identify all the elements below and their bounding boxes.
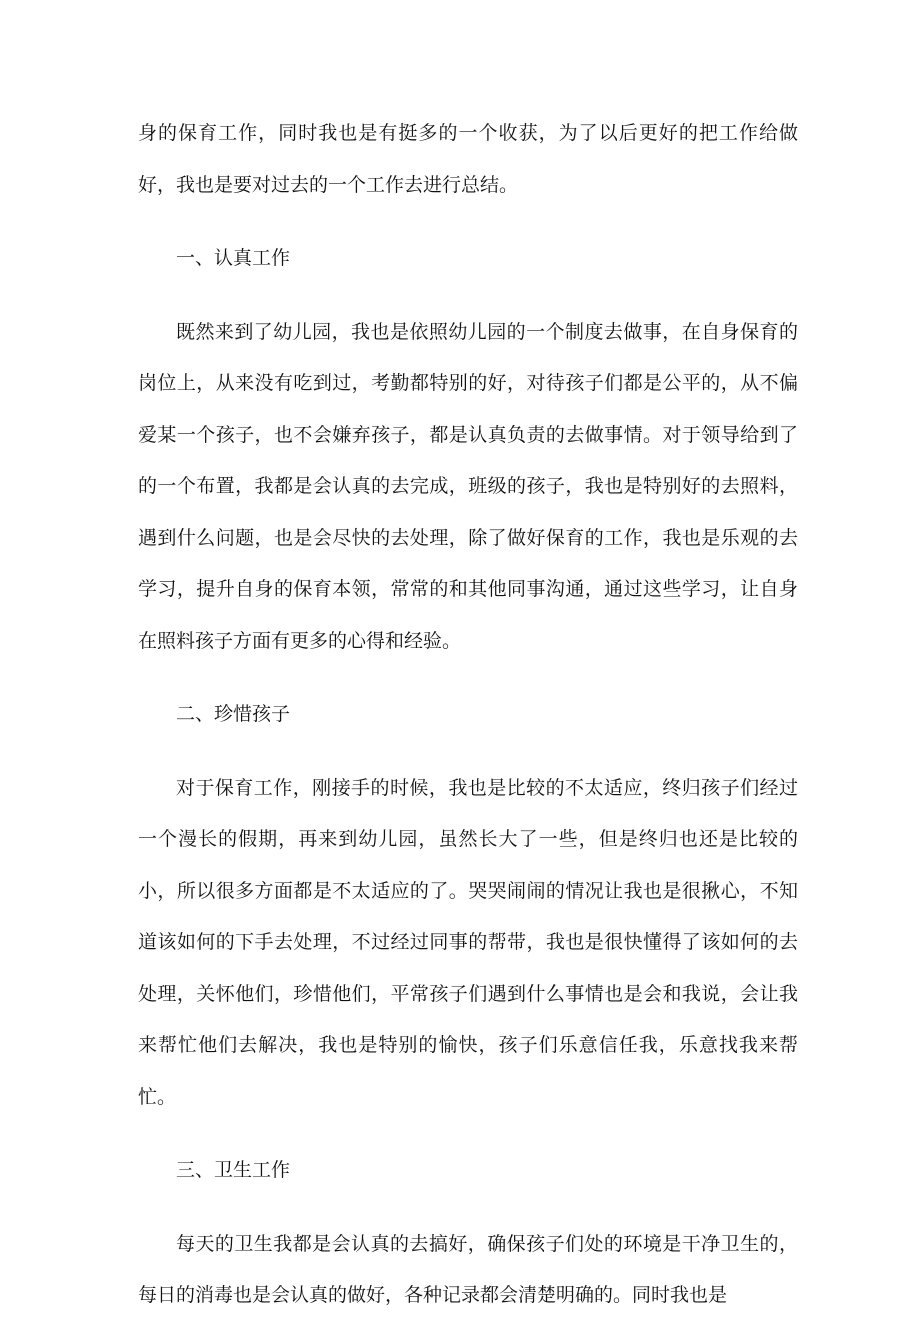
paragraph-section-2: 对于保育工作，刚接手的时候，我也是比较的不太适应，终归孩子们经过一个漫长的假期，再来到幼儿园，虽然长大了一些，但是终归也还是比较的小，所以很多方面都是不太适应的了。哭哭闹闹的情况让我也是很揪心，不知道该如何的下手去处理，不过经过同事的帮带，我也是很快懂得了该如何的去处理，关怀他们，珍惜他们，平常孩子们遇到什么事情也是会和我说，会让我来帮忙他们去解决，我也是特别的愉快，孩子们乐意信任我，乐意找我来帮忙。 bbox=[138, 776, 798, 1108]
section-heading-1: 一、认真工作 bbox=[176, 247, 291, 269]
paragraph-section-1: 既然来到了幼儿园，我也是依照幼儿园的一个制度去做事，在自身保育的岗位上，从来没有吃到过，考勤都特别的好，对待孩子们都是公平的，从不偏爱某一个孩子，也不会嫌弃孩子，都是认真负责的去做事情。对于领导给到了的一个布置，我都是会认真的去完成，班级的孩子，我也是特别好的去照料，遇到什么问题，也是会尽快的去处理，除了做好保育的工作，我也是乐观的去学习，提升自身的保育本领，常常的和其他同事沟通，通过这些学习，让自身在照料孩子方面有更多的心得和经验。 bbox=[138, 320, 798, 652]
paragraph-intro: 身的保育工作，同时我也是有挺多的一个收获，为了以后更好的把工作给做好，我也是要对过去的一个工作去进行总结。 bbox=[138, 122, 798, 196]
document-body bbox=[138, 108, 798, 1344]
section-heading-2: 二、珍惜孩子 bbox=[176, 703, 291, 725]
section-heading-3: 三、卫生工作 bbox=[176, 1159, 291, 1181]
paragraph-section-3: 每天的卫生我都是会认真的去搞好，确保孩子们处的环境是干净卫生的，每日的消毒也是会认真的做好，各种记录都会清楚明确的。同时我也是 bbox=[138, 1232, 798, 1306]
